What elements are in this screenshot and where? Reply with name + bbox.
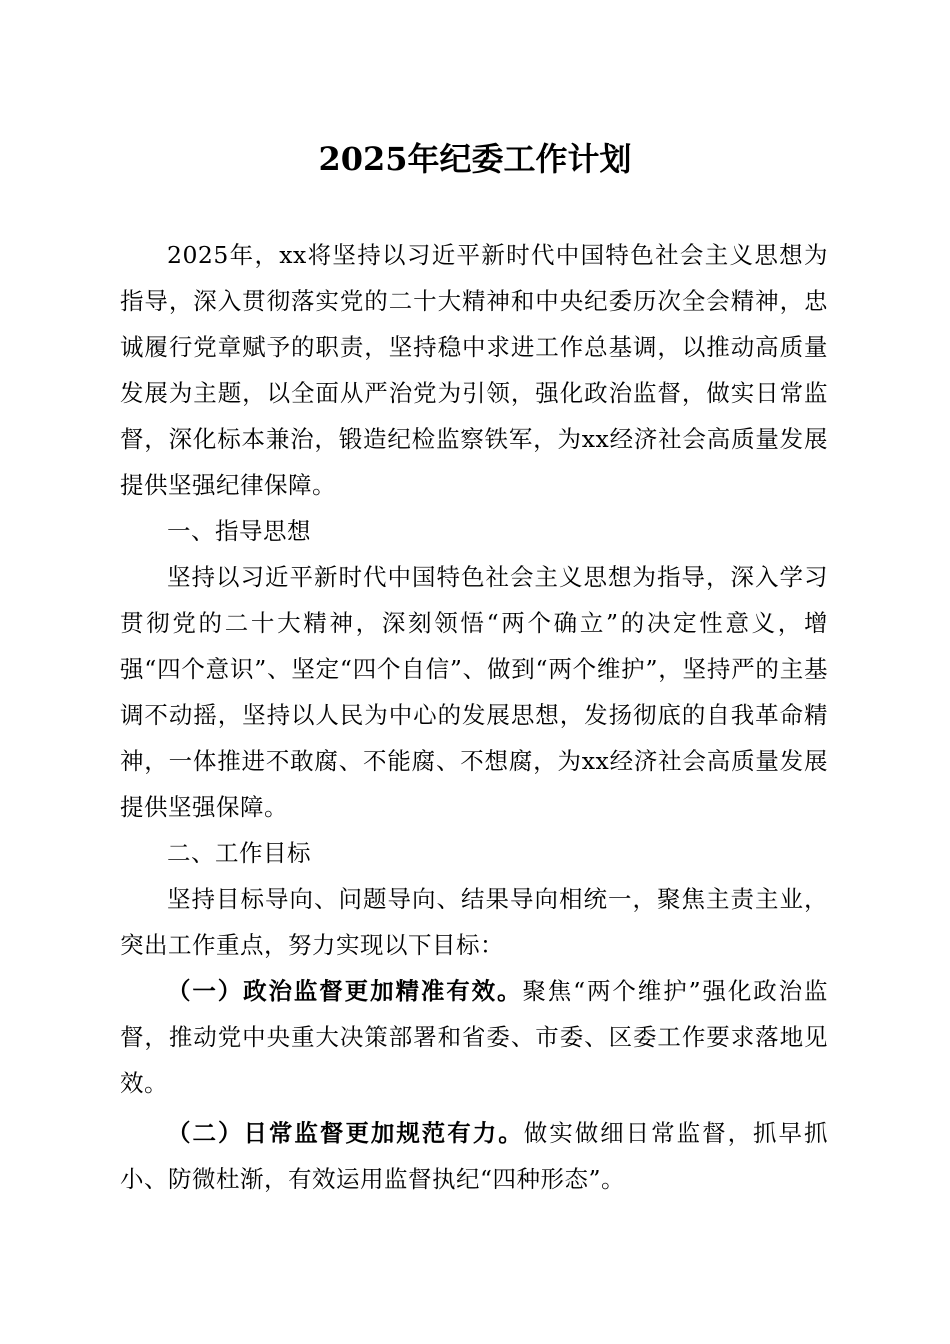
- section-heading-work-goals: 二、工作目标: [167, 839, 311, 867]
- section-heading-guiding-thought: 一、指导思想: [167, 517, 311, 545]
- intro-paragraph: 2025年，xx将坚持以习近平新时代中国特色社会主义思想为指导，深入贯彻落实党的二十大精神和中央纪委历次全会精神，忠诚履行党章赋予的职责，坚持稳中求进工作总基调，以推动高质量发展为主题，以全面从严治党为引领，强化政治监督，做实日常监督，深化标本兼治，锻造纪检监察铁军，为xx经济社会高质量发展提供坚强纪律保障。: [120, 241, 828, 499]
- goal-text-daily-supervision: 做实做细日常监督，抓早抓小、防微杜渐，有效运用监督执纪“四种形态”。: [120, 1119, 829, 1193]
- goal-lead-political-supervision: （一）政治监督更加精准有效。: [167, 977, 523, 1005]
- document-title: 2025年纪委工作计划: [318, 140, 632, 178]
- goal-item-daily-supervision: [120, 1110, 828, 1202]
- document-body: [120, 232, 828, 1206]
- guiding-thought-paragraph: 坚持以习近平新时代中国特色社会主义思想为指导，深入学习贯彻党的二十大精神，深刻领悟“两个确立”的决定性意义，增强“四个意识”、坚定“四个自信”、做到“两个维护”，坚持严的主基调不动摇，坚持以人民为中心的发展思想，发扬彻底的自我革命精神，一体推进不敢腐、不能腐、不想腐，为xx经济社会高质量发展提供坚强保障。: [120, 563, 828, 821]
- goal-text-political-supervision: 聚焦“两个维护”强化政治监督，推动党中央重大决策部署和省委、市委、区委工作要求落地见效。: [120, 977, 829, 1097]
- goal-lead-daily-supervision: （二）日常监督更加规范有力。: [167, 1119, 524, 1147]
- goal-item-political-supervision: [120, 968, 828, 1106]
- work-goals-paragraph: 坚持目标导向、问题导向、结果导向相统一，聚焦主责主业，突出工作重点，努力实现以下目标：: [120, 885, 828, 959]
